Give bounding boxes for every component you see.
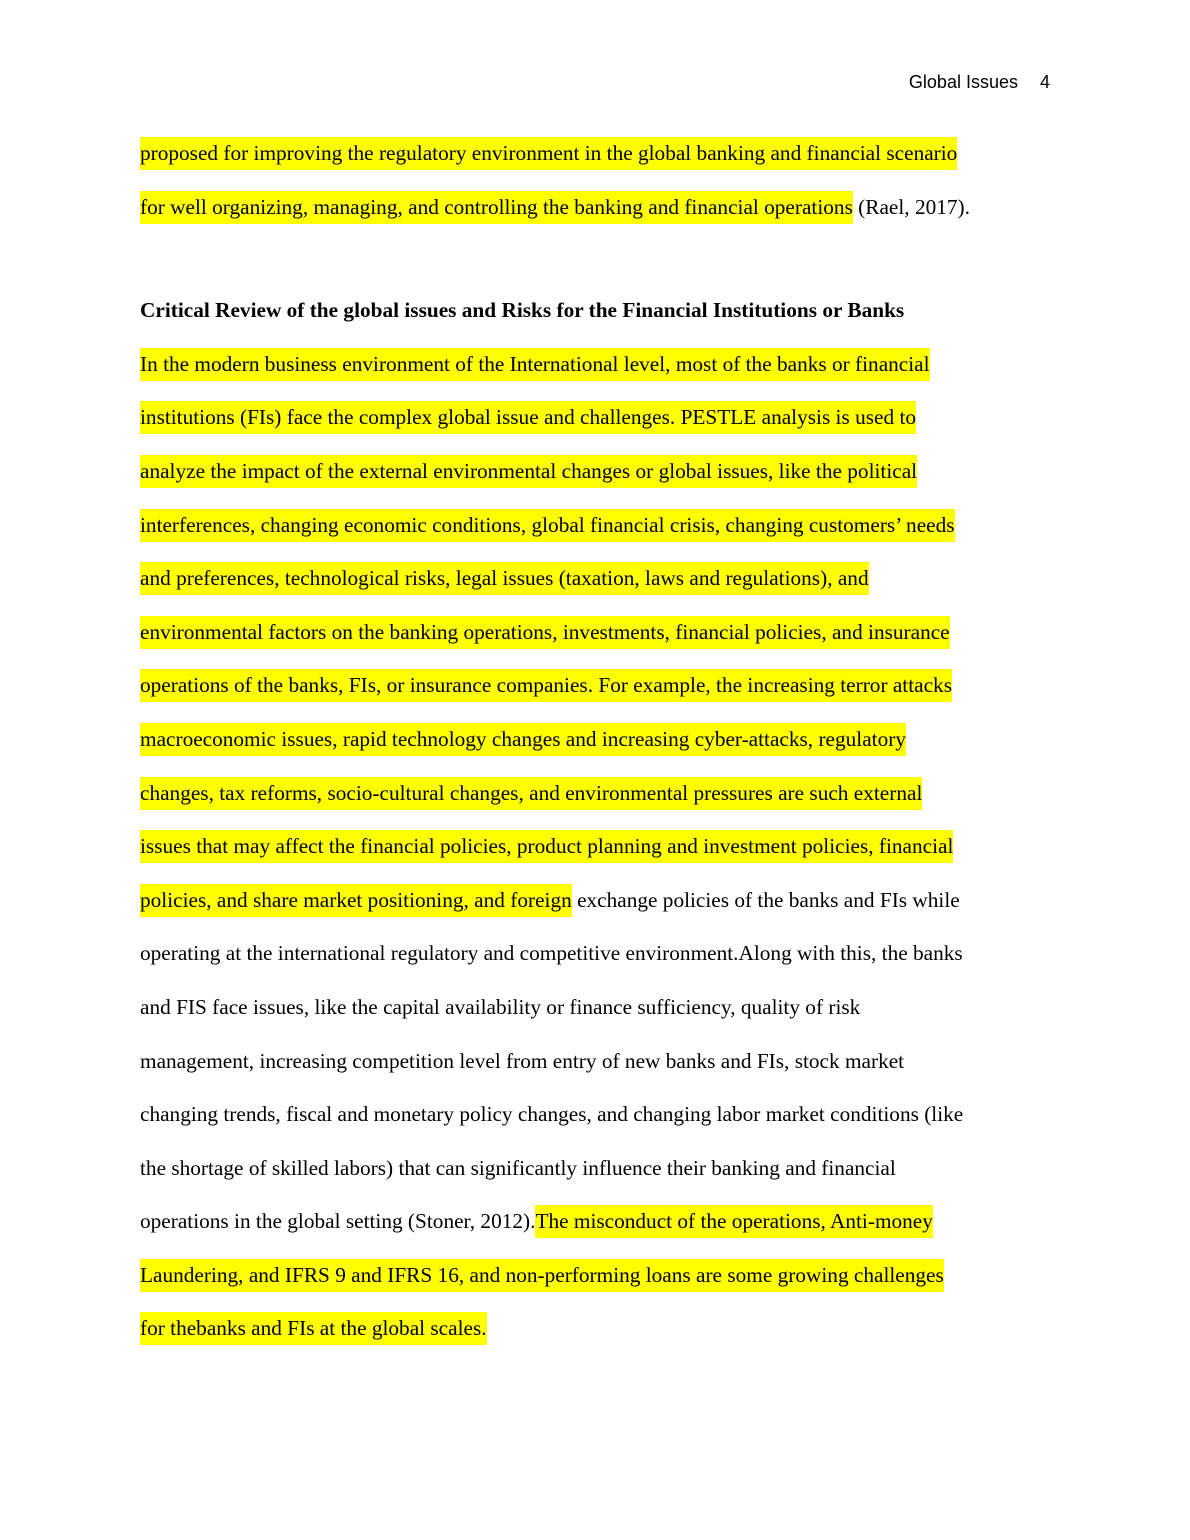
paragraph-line <box>140 713 1050 767</box>
highlighted-text: and preferences, technological risks, legal issues (taxation, laws and regulations), and <box>140 562 869 595</box>
paragraph-line: the shortage of skilled labors) that can significantly influence their banking and financial <box>140 1155 896 1180</box>
paragraph-line <box>140 767 1050 821</box>
paragraph-line: changing trends, fiscal and monetary policy changes, and changing labor market conditions (like <box>140 1102 964 1127</box>
page-number: 4 <box>1039 72 1050 92</box>
highlighted-text: In the modern business environment of the International level, most of the banks or financial <box>140 348 930 381</box>
paragraph-line: and FIS face issues, like the capital availability or finance sufficiency, quality of risk <box>140 994 861 1019</box>
highlighted-text: interferences, changing economic conditions, global financial crisis, changing customers’ needs <box>140 509 955 542</box>
highlighted-text: Laundering, and IFRS 9 and IFRS 16, and non-performing loans are some growing challenges <box>140 1259 944 1292</box>
highlighted-text: institutions (FIs) face the complex global issue and challenges. PESTLE analysis is used to <box>140 401 916 434</box>
paragraph-line: operating at the international regulatory and competitive environment.Along with this, the banks <box>140 941 963 966</box>
highlighted-text: analyze the impact of the external environmental changes or global issues, like the political <box>140 455 917 488</box>
running-title: Global Issues <box>908 72 1018 92</box>
paragraph-line <box>140 606 1050 660</box>
paragraph-line <box>140 552 1050 606</box>
paragraph-line <box>140 659 1050 713</box>
paragraph-line <box>140 820 1050 874</box>
highlighted-text: The misconduct of the operations, Anti-money <box>535 1205 932 1238</box>
paragraph-line <box>140 1195 1050 1249</box>
paragraph-line <box>140 1249 1050 1303</box>
plain-text: operations in the global setting (Stoner, 2012). <box>140 1209 536 1234</box>
plain-text: exchange policies of the banks and FIs while <box>571 887 960 912</box>
paragraph-line <box>140 338 1050 392</box>
highlighted-text: operations of the banks, FIs, or insurance companies. For example, the increasing terror attacks <box>140 669 952 702</box>
paragraph-line <box>140 391 1050 445</box>
document-body <box>140 127 1050 1356</box>
paragraph-line <box>140 874 1050 928</box>
highlighted-text: for thebanks and FIs at the global scales. <box>140 1312 487 1345</box>
highlighted-text: macroeconomic issues, rapid technology changes and increasing cyber-attacks, regulatory <box>140 723 906 756</box>
highlighted-text: policies, and share market positioning, and foreign <box>140 884 572 917</box>
section-heading: Critical Review of the global issues and Risks for the Financial Institutions or Banks <box>140 298 905 323</box>
highlighted-text: changes, tax reforms, socio-cultural changes, and environmental pressures are such external <box>140 777 922 810</box>
citation: (Rael, 2017). <box>852 194 970 219</box>
paragraph-line <box>140 181 1050 235</box>
paragraph-line <box>140 127 1050 181</box>
highlighted-text: issues that may affect the financial policies, product planning and investment policies, financial <box>140 830 953 863</box>
paragraph-line: management, increasing competition level from entry of new banks and FIs, stock market <box>140 1048 905 1073</box>
highlighted-text: proposed for improving the regulatory environment in the global banking and financial scenario <box>140 137 957 170</box>
highlighted-text: environmental factors on the banking operations, investments, financial policies, and insurance <box>140 616 950 649</box>
blank-line <box>140 234 1050 284</box>
paragraph-line <box>140 499 1050 553</box>
highlighted-text: for well organizing, managing, and controlling the banking and financial operations <box>140 191 853 224</box>
paragraph-line <box>140 445 1050 499</box>
paragraph-line <box>140 1302 1050 1356</box>
running-header <box>909 72 1050 93</box>
